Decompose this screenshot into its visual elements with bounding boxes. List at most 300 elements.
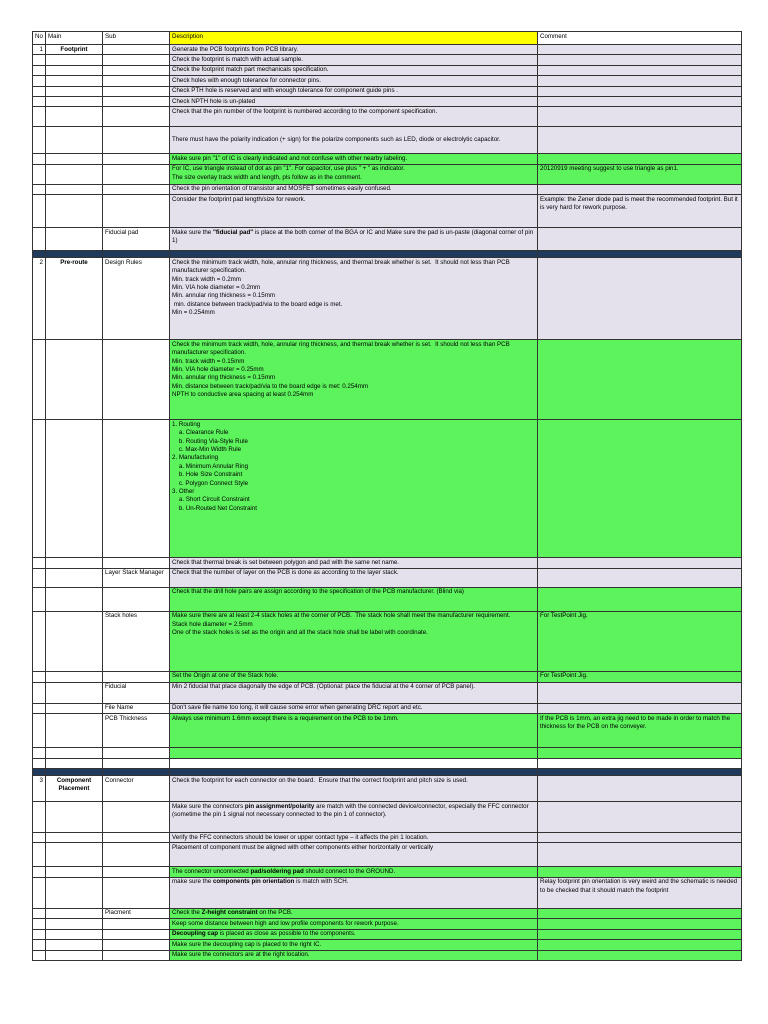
main-category: [46, 154, 103, 164]
bold-keyword: pin assignment/polarity: [244, 802, 315, 810]
comment-cell: [538, 940, 742, 950]
sub-category: [103, 164, 170, 184]
description-line: For IC, use triangle instead of dot as pin "1". For capacitor, use plus " + " as indicator.: [172, 165, 405, 173]
comment-cell: [538, 703, 742, 713]
main-category: [46, 65, 103, 75]
comment-line: For TestPoint Jig.: [540, 672, 588, 680]
row-number: [33, 867, 46, 877]
comment-cell: [538, 86, 742, 96]
main-category: [46, 703, 103, 713]
comment-line: Example: the Zener diode pad is meet the recommended footprint. But it is very hard for rework purpose.: [540, 195, 740, 212]
description-line: Check the footprint for each connector on the board. Ensure that the correct footprint and pitch size is used.: [172, 776, 468, 784]
sub-category: [103, 950, 170, 960]
description-cell: [170, 908, 538, 918]
comment-cell: [538, 258, 742, 340]
row-number: [33, 420, 46, 558]
row-number: [33, 748, 46, 759]
comment-cell: [538, 587, 742, 611]
table-row: [33, 919, 742, 929]
separator-cell: [33, 251, 46, 258]
table-row: [33, 671, 742, 682]
sub-category: [103, 929, 170, 939]
description-cell: [170, 228, 538, 251]
description-line: NPTH to conductive area spacing at least 0.254mm: [172, 391, 314, 399]
table-row: [33, 154, 742, 164]
description-text: on the PCB.: [257, 909, 293, 917]
comment-cell: [538, 833, 742, 843]
table-row: [33, 940, 742, 950]
description-line: Generate the PCB footprints from PCB library.: [172, 45, 299, 53]
table-row: [33, 97, 742, 107]
comment-cell: [538, 195, 742, 228]
sub-category: Fiducial pad: [103, 228, 170, 251]
main-category: [46, 55, 103, 65]
description-line: Min. track width = 0.15mm: [172, 357, 245, 365]
row-number: [33, 154, 46, 164]
separator-cell: [170, 769, 538, 776]
sub-category: Connector: [103, 776, 170, 802]
row-number: [33, 65, 46, 75]
bold-keyword: Decoupling cap: [172, 930, 219, 938]
comment-line: If the PCB is 1mm, an extra jig need to be made in order to match the thickness for the PCB on the conveyer.: [540, 714, 732, 730]
bold-keyword: "fiducial pad": [212, 228, 254, 236]
row-number: [33, 76, 46, 86]
main-category: [46, 195, 103, 228]
table-row: [33, 759, 742, 769]
description-cell: [170, 420, 538, 558]
table-row: [33, 682, 742, 703]
sub-category: [103, 97, 170, 107]
sub-category: [103, 127, 170, 154]
main-category: [46, 714, 103, 748]
sub-category: PCB Thickness: [103, 714, 170, 748]
main-category: [46, 867, 103, 877]
sub-category: [103, 86, 170, 96]
description-text: Make sure the connectors: [172, 802, 245, 810]
comment-cell: [538, 340, 742, 420]
bold-keyword: pad/soldering pad: [250, 867, 304, 875]
description-cell: [170, 184, 538, 194]
description-cell: [170, 568, 538, 587]
row-number: [33, 184, 46, 194]
separator-cell: [46, 769, 103, 776]
table-row: [33, 748, 742, 759]
description-cell: [170, 940, 538, 950]
description-line: Min. annular ring thickness = 0.15mm: [172, 292, 276, 300]
description-cell: [170, 877, 538, 908]
sub-category: [103, 184, 170, 194]
table-row: [33, 184, 742, 194]
description-line: Check PTH hole is reserved and with enough tolerance for component guide pins .: [172, 87, 398, 95]
main-category: [46, 940, 103, 950]
table-row: [33, 164, 742, 184]
comment-cell: [538, 568, 742, 587]
section-separator: [33, 769, 742, 776]
sub-category: [103, 76, 170, 86]
description-cell: [170, 919, 538, 929]
description-line: Make sure there are at least 2-4 stack holes at the corner of PCB. The stack hole shall meet the manufacturer requirement.: [172, 612, 511, 620]
description-cell: [170, 195, 538, 228]
comment-cell: [538, 776, 742, 802]
main-category: [46, 568, 103, 587]
comment-line: For TestPoint Jig.: [540, 612, 588, 620]
row-number: [33, 568, 46, 587]
description-line: 2. Manufacturing: [172, 454, 219, 462]
separator-cell: [170, 251, 538, 258]
main-category: [46, 611, 103, 671]
row-number: [33, 929, 46, 939]
main-category: [46, 97, 103, 107]
description-line: Verify the FFC connectors should be lower or upper contact type – it affects the pin 1 location.: [172, 833, 429, 841]
comment-cell: [538, 228, 742, 251]
row-number: [33, 164, 46, 184]
description-line: [172, 852, 535, 860]
row-number: [33, 908, 46, 918]
main-category: [46, 877, 103, 908]
comment-cell: [538, 759, 742, 769]
main-category: [46, 671, 103, 682]
table-row: [33, 420, 742, 558]
description-line: a. Clearance Rule: [172, 429, 229, 437]
comment-cell: [538, 55, 742, 65]
description-text: should connect to the GROUND.: [303, 867, 396, 875]
comment-cell: [538, 107, 742, 127]
separator-cell: [538, 769, 742, 776]
description-cell: [170, 340, 538, 420]
description-line: There must have the polarity indication (+ sign) for the polarize components such as LED, diode or electrolytic capacitor.: [172, 136, 501, 144]
description-cell: [170, 154, 538, 164]
section-separator: [33, 251, 742, 258]
description-line: Min. VIA hole diameter = 0.2mm: [172, 283, 261, 291]
sub-category: Fiducial: [103, 682, 170, 703]
description-text: is placed as close as possible to the components.: [218, 930, 356, 938]
description-cell: [170, 587, 538, 611]
description-cell: [170, 867, 538, 877]
separator-cell: [33, 769, 46, 776]
comment-cell: [538, 908, 742, 918]
table-row: [33, 127, 742, 154]
table-row: [33, 833, 742, 843]
description-cell: [170, 682, 538, 703]
sub-category: File Name: [103, 703, 170, 713]
description-line: b. Hole Size Constraint: [172, 471, 243, 479]
header-no: No: [33, 32, 46, 45]
description-line: Min 2 fiducial that place diagonally the edge of PCB. (Optional: place the fiducial at the 4 corner of PCB panel).: [172, 683, 476, 691]
sub-category: [103, 748, 170, 759]
row-number: [33, 843, 46, 867]
description-line: Consider the footprint pad length/size for rework.: [172, 195, 306, 203]
table-row: [33, 568, 742, 587]
sub-category: [103, 919, 170, 929]
row-number: [33, 195, 46, 228]
sub-category: Stack holes: [103, 611, 170, 671]
description-cell: [170, 65, 538, 75]
bold-keyword: Z-height constraint: [201, 909, 258, 917]
description-text: Make sure the: [172, 228, 213, 236]
description-text: make sure the: [172, 878, 213, 886]
main-category: [46, 843, 103, 867]
row-number: [33, 682, 46, 703]
description-cell: [170, 843, 538, 867]
main-category: [46, 420, 103, 558]
description-line: Don't save file name too long, it will cause some error when generating DRC report and etc.: [172, 704, 423, 712]
comment-cell: [538, 611, 742, 671]
sub-category: [103, 55, 170, 65]
header-comment: Comment: [538, 32, 742, 45]
comment-cell: [538, 682, 742, 703]
description-cell: [170, 776, 538, 802]
table-row: [33, 107, 742, 127]
table-row: [33, 86, 742, 96]
description-line: Check the minimum track width, hole, annular ring thickness, and thermal break whether is set. It should not less than PCB manufacturer specification.: [172, 258, 512, 275]
comment-cell: [538, 802, 742, 833]
description-cell: [170, 671, 538, 682]
description-text: is match with SCH.: [294, 878, 349, 886]
description-cell: [170, 950, 538, 960]
description-cell: [170, 748, 538, 759]
main-category: Footprint: [46, 45, 103, 55]
main-category: [46, 919, 103, 929]
description-line: a. Minimum Annular Ring: [172, 462, 249, 470]
sub-category: [103, 65, 170, 75]
bold-keyword: components pin orientation: [212, 878, 295, 886]
main-category: [46, 228, 103, 251]
description-line: Min. VIA hole diameter = 0.25mm: [172, 365, 264, 373]
row-number: [33, 127, 46, 154]
description-cell: [170, 55, 538, 65]
description-line: a. Short Circuit Constraint: [172, 496, 250, 504]
main-category: [46, 587, 103, 611]
checklist-body: [33, 32, 742, 961]
separator-cell: [103, 769, 170, 776]
main-category: [46, 340, 103, 420]
row-number: [33, 55, 46, 65]
comment-line: 20120919 meeting suggest to use triangle as pin1.: [540, 165, 679, 173]
comment-cell: [538, 65, 742, 75]
table-row: [33, 776, 742, 802]
separator-cell: [46, 251, 103, 258]
comment-cell: [538, 184, 742, 194]
description-line: Always use minimum 1.6mm except there is a requirement on the PCB to be 1mm.: [172, 714, 399, 722]
row-number: [33, 877, 46, 908]
main-category: [46, 833, 103, 843]
sub-category: [103, 940, 170, 950]
row-number: [33, 611, 46, 671]
row-number: 1: [33, 45, 46, 55]
sub-category: Placment: [103, 908, 170, 918]
sub-category: [103, 420, 170, 558]
description-cell: [170, 558, 538, 568]
comment-cell: [538, 127, 742, 154]
sub-category: [103, 154, 170, 164]
description-line: Make sure the connectors are at the right location.: [172, 951, 310, 958]
comment-cell: [538, 164, 742, 184]
table-row: [33, 929, 742, 939]
description-cell: [170, 714, 538, 748]
row-number: [33, 940, 46, 950]
main-category: [46, 127, 103, 154]
comment-cell: [538, 420, 742, 558]
sub-category: Layer Stack Manager: [103, 568, 170, 587]
sub-category: [103, 558, 170, 568]
description-line: Min. distance between track/pad/via to the board edge is met: 0.254mm: [172, 382, 369, 390]
sub-category: [103, 107, 170, 127]
row-number: [33, 97, 46, 107]
header-main: Main: [46, 32, 103, 45]
main-category: [46, 682, 103, 703]
description-line: Keep some distance between high and low profile components for rework purpose.: [172, 919, 399, 927]
description-text: are match with the connected device/connector, especially the FFC connector (sometime the pin 1 signal not necessary connected to the pin 1 of connector).: [172, 802, 529, 818]
table-row: [33, 877, 742, 908]
sub-category: [103, 867, 170, 877]
description-line: Check that thermal break is set between polygon and pad with the same net name.: [172, 558, 400, 566]
main-category: [46, 929, 103, 939]
table-row: [33, 843, 742, 867]
row-number: [33, 950, 46, 960]
description-cell: [170, 611, 538, 671]
table-row: [33, 45, 742, 55]
description-line: Set the Origin at one of the Stack hole.: [172, 672, 279, 680]
main-category: [46, 908, 103, 918]
comment-cell: [538, 714, 742, 748]
main-category: [46, 107, 103, 127]
description-cell: [170, 76, 538, 86]
description-cell: [170, 258, 538, 340]
comment-cell: [538, 45, 742, 55]
description-line: Check that the pin number of the footprint is numbered according to the component specification.: [172, 107, 438, 115]
description-line: Check that the number of layer on the PCB is done as according to the layer stack.: [172, 569, 399, 577]
sub-category: [103, 759, 170, 769]
description-line: 1. Routing: [172, 420, 201, 428]
main-category: [46, 759, 103, 769]
description-line: Min = 0.254mm: [172, 309, 215, 317]
description-cell: [170, 45, 538, 55]
description-line: Check that the drill hole pairs are assign according to the specification of the PCB manufacturer. (Blind via): [172, 588, 464, 596]
comment-cell: [538, 950, 742, 960]
sub-category: Design Rules: [103, 258, 170, 340]
row-number: [33, 833, 46, 843]
description-text: Check the: [172, 909, 202, 917]
sub-category: [103, 587, 170, 611]
row-number: 2: [33, 258, 46, 340]
description-cell: [170, 759, 538, 769]
description-line: Check the minimum track width, hole, annular ring thickness, and thermal break whether is set. It should not less than PCB manufacturer specification.: [172, 340, 512, 357]
sub-category: [103, 195, 170, 228]
description-line: Check holes with enough tolerance for connector pins.: [172, 76, 321, 84]
comment-cell: [538, 558, 742, 568]
description-cell: [170, 929, 538, 939]
table-row: [33, 258, 742, 340]
table-row: [33, 950, 742, 960]
table-row: [33, 76, 742, 86]
comment-cell: [538, 748, 742, 759]
table-row: [33, 908, 742, 918]
description-line: c. Polygon Connect Style: [172, 479, 249, 487]
comment-cell: [538, 671, 742, 682]
row-number: [33, 919, 46, 929]
row-number: [33, 340, 46, 420]
description-cell: [170, 164, 538, 184]
row-number: [33, 671, 46, 682]
table-row: [33, 802, 742, 833]
description-cell: [170, 833, 538, 843]
main-category: [46, 76, 103, 86]
row-number: [33, 703, 46, 713]
description-cell: [170, 703, 538, 713]
description-line: c. Max-Min Width Rule: [172, 445, 242, 453]
sub-category: [103, 671, 170, 682]
description-line: Stack hole diameter = 2.5mm: [172, 620, 253, 628]
description-line: Check the footprint match part mechanicals specification.: [172, 66, 329, 74]
description-line: Check NPTH hole is un-plated: [172, 97, 256, 105]
comment-cell: [538, 919, 742, 929]
description-line: b. Un-Routed Net Constraint: [172, 504, 257, 512]
row-number: [33, 228, 46, 251]
sub-category: [103, 340, 170, 420]
description-line: The size overlay track width and length, pls follow as in the comment.: [172, 173, 362, 181]
comment-line: Relay footprint pin orientation is very weird and the schematic is needed to be checked that it should match the footprint: [540, 878, 739, 894]
description-line: Make sure pin "1" of IC is clearly indicated and not confuse with other nearby labeling.: [172, 154, 408, 162]
comment-cell: [538, 929, 742, 939]
comment-cell: [538, 76, 742, 86]
table-row: [33, 55, 742, 65]
comment-cell: [538, 154, 742, 164]
table-row: [33, 703, 742, 713]
row-number: [33, 714, 46, 748]
main-category: [46, 558, 103, 568]
checklist-table: [32, 31, 742, 961]
description-text: is place at the both corner of the BGA or IC and Make sure the pad is un-paste (diagonal corner of pin 1): [172, 228, 534, 245]
row-number: 3: [33, 776, 46, 802]
separator-cell: [103, 251, 170, 258]
description-line: Make sure the decoupling cap is placed to the right IC.: [172, 940, 322, 948]
table-row: [33, 714, 742, 748]
main-category: [46, 950, 103, 960]
description-cell: [170, 97, 538, 107]
description-line: [172, 637, 535, 645]
comment-cell: [538, 843, 742, 867]
description-line: [172, 128, 535, 136]
table-row: [33, 65, 742, 75]
main-category: [46, 86, 103, 96]
row-number: [33, 759, 46, 769]
sub-category: [103, 833, 170, 843]
table-row: [33, 587, 742, 611]
description-line: Min. annular ring thickness = 0.15mm: [172, 374, 276, 382]
sub-category: [103, 877, 170, 908]
description-line: 3. Other: [172, 488, 195, 495]
table-row: [33, 558, 742, 568]
table-row: [33, 611, 742, 671]
comment-cell: [538, 867, 742, 877]
main-category: [46, 748, 103, 759]
description-line: Check the pin orientation of transistor and MOSFET sometimes easily confused.: [172, 185, 392, 193]
description-cell: [170, 802, 538, 833]
sub-category: [103, 45, 170, 55]
description-cell: [170, 107, 538, 127]
description-line: Check the footprint is match with actual sample.: [172, 55, 304, 63]
row-number: [33, 558, 46, 568]
table-row: [33, 340, 742, 420]
main-category: Component Placement: [46, 776, 103, 802]
description-cell: [170, 86, 538, 96]
separator-cell: [538, 251, 742, 258]
description-cell: [170, 127, 538, 154]
header-sub: Sub: [103, 32, 170, 45]
row-number: [33, 802, 46, 833]
description-line: Min. track width = 0.2mm: [172, 275, 241, 283]
table-row: [33, 867, 742, 877]
